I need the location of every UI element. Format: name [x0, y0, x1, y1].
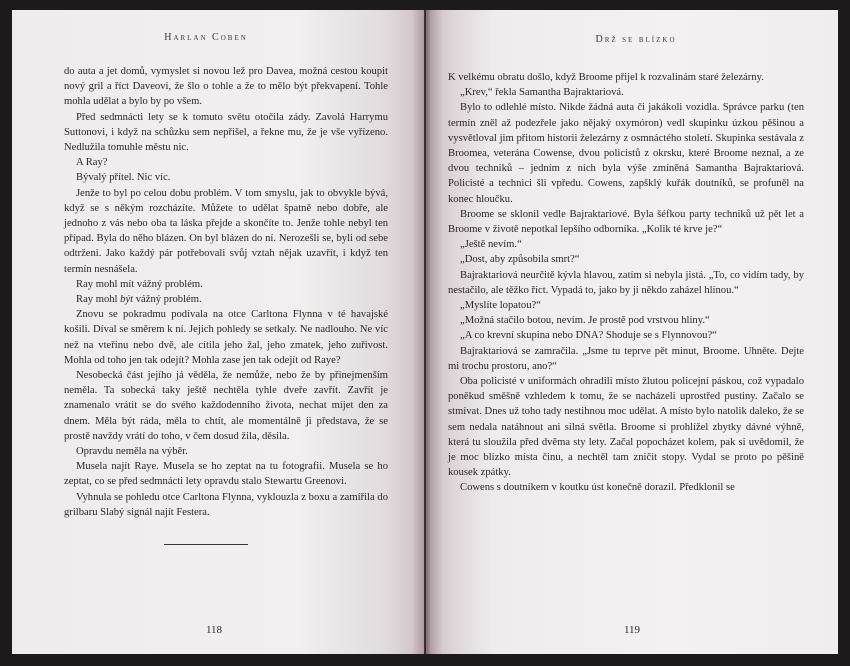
running-head-author: Harlan Coben [164, 32, 248, 43]
page-number-right: 119 [623, 624, 641, 636]
paragraph: Bajraktariová se zamračila. „Jsme tu teprve pět minut, Broome. Uhněte. Dejte mi trochu prostoru, ano?“ [448, 345, 804, 372]
paragraph: „Dost, aby způsobila smrt?“ [460, 254, 580, 266]
left-page-text [64, 64, 388, 520]
paragraph: Bajraktariová neurčitě kývla hlavou, zatím si nebyla jistá. „To, co vidím tady, by nestačilo, ale těžko říct. Vypadá to, jako by ji někdo zaházel hlínou.“ [448, 269, 804, 296]
paragraph: „Myslíte lopatou?“ [460, 300, 541, 312]
paragraph: K velkému obratu došlo, když Broome přijel k rozvalinám staré železárny. [448, 72, 764, 83]
paragraph: Bývalý přítel. Nic víc. [76, 172, 171, 184]
paragraph: A Ray? [76, 157, 108, 169]
paragraph: Jenže to byl po celou dobu problém. V tom smyslu, jak to obvykle bývá, když se s někým rozcházíte. Můžete to udělat špatně nebo dobře, ale jednoho z vás nebo oba ta láska přejde a skončíte to. Jenže tohle nebyl ten případ. Byla do něho blázen. On byl blázen do ní. Nerozešli se, byli od sebe odtrženi. Jako každý pár potřebovali svůj vztah nějak uzavřít, i když ten termín nesnášela. [64, 187, 388, 275]
paragraph: Nesobecká část jejího já věděla, že nemůže, nebo že by přinejmenším neměla. Ta sobecká taky ještě nechtěla tyhle dveře zavřít. Zavřít je znamenalo vrátit se do svého každodenního života, nechat míjet den za dnem. Měla být ráda, měla to chtít, ale momentálně ji představa, že se prostě navždy vrátí do toho, v čem dosud žila, děsila. [64, 370, 388, 442]
paragraph: Ray mohl mít vážný problém. [76, 278, 203, 290]
page-number-left: 118 [205, 624, 223, 636]
paragraph: „Krev,“ řekla Samantha Bajraktariová. [460, 87, 624, 99]
paragraph: Broome se sklonil vedle Bajraktariové. Byla šéfkou party techniků už pět let a Broome v životě nepotkal lepšího odborníka. „Kolik té krve je?“ [448, 208, 804, 236]
paragraph: Před sedmnácti lety se k tomuto světu otočila zády. Zavolá Harrymu Suttonovi, i když na schůzku sem nepřišel, a řekne mu, že je vše vyřízeno. Nedlužila tomuhle městu nic. [64, 111, 388, 154]
paragraph: Ray mohl být vážný problém. [76, 294, 202, 306]
right-page [426, 10, 838, 654]
running-head-title: Drž se blízko [595, 34, 677, 45]
paragraph: „A co krevní skupina nebo DNA? Shoduje se s Flynnovou?“ [460, 330, 717, 342]
left-page [12, 10, 424, 654]
paragraph: Musela najít Raye. Musela se ho zeptat na tu fotografii. Musela se ho zeptat, co se před sedmnácti lety opravdu stalo Stewartu Greenovi. [64, 461, 388, 488]
paragraph: Bylo to odlehlé místo. Nikde žádná auta či jakákoli vozidla. Správce parku (ten termín zněl až podezřele jako nějaký oxymóron) vedl skupinku úzkou pěšinou a vysvětloval jim přitom historii železárny z osmnáctého století. Skupinka sestávala z Broomea, veterána Cowense, dvou policistů z okrsku, které Broome neznal, a ze dvou techniků – jedním z nich byla výše zmíněná Samantha Bajraktariová. Policisté a technici šli vpředu. Cowens, zapšklý kuřák doutníků, se profuněl na konec hloučku. [448, 102, 804, 205]
paragraph: do auta a jet domů, vymyslet si novou lež pro Davea, možná cestou koupit nový gril a říct Daveovi, že šlo o tohle a že to mělo být překvapení. Tohle mohla udělat a bylo by po všem. [64, 66, 388, 108]
paragraph: Znovu se pokradmu podívala na otce Carltona Flynna v té havajské košili. Díval se směrem k ní. Jejich pohledy se setkaly. Ne nadlouho. Ne víc než na vteřinu nebo dvě, ale cítila jeho žal, jeho zmatek, jeho zuřivost. Mohla od toho jen tak odejít? Mohla zase jen tak odejít od Raye? [64, 309, 388, 366]
open-book [8, 6, 842, 658]
paragraph: „Možná stačilo botou, nevím. Je prostě pod vrstvou hlíny.“ [460, 315, 710, 327]
paragraph: „Ještě nevím.“ [460, 239, 522, 251]
paragraph: Opravdu neměla na výběr. [76, 446, 188, 458]
paragraph: Vyhnula se pohledu otce Carltona Flynna, vyklouzla z boxu a zamířila do grilbaru Slabý signál najít Festera. [64, 491, 388, 518]
paragraph: Oba policisté v uniformách ohradili místo žlutou policejní páskou, což vypadalo poněkud směšně vzhledem k tomu, že se nacházeli uprostřed pustiny. Začalo se stmívat. Dnes už toho tady nestihnou moc udělat. A místo bylo natolik daleko, že se sem nedala natáhnout ani silná světla. Broome si prohlížel zbytky dávné výhně, která tu sloužila před dvěma sty lety. Začal popocházet kolem, pak si uvědomil, že je moc blízko místa činu, a nechtěl tam zničit stopy. Vydal se proto po pěšině kousek zpátky. [448, 376, 804, 479]
section-divider [164, 544, 248, 545]
paragraph: Cowens s doutníkem v koutku úst konečně dorazil. Předklonil se [460, 482, 735, 494]
right-page-text [448, 70, 804, 496]
